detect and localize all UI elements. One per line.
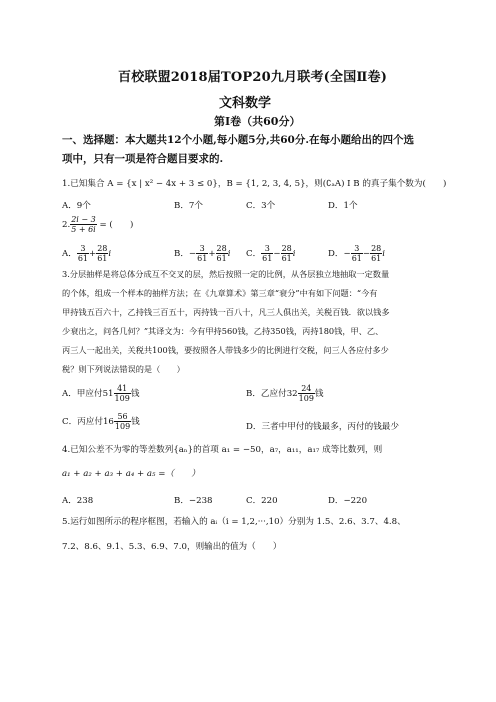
- q2-numerator: 2i − 3: [71, 215, 96, 224]
- q3-option-a-den: 109: [114, 394, 130, 403]
- q3-option-a-whole: 51: [102, 389, 114, 399]
- q3-option-c-fraction: [114, 412, 131, 431]
- q3-line-6: 税？则下列说法错误的是（ ）: [62, 364, 185, 374]
- q3-option-b-num: 24: [298, 384, 315, 394]
- q2-stem: [62, 215, 133, 234]
- q2-option-d-frac2: [370, 244, 382, 263]
- q2-option-c-frac2: [281, 244, 293, 263]
- q3-option-a-num: 41: [114, 384, 131, 394]
- q2-option-d-op: −: [362, 249, 371, 259]
- q2-option-b-op: +: [208, 249, 216, 259]
- q3-option-b-den: 109: [298, 394, 314, 403]
- q2-option-b-frac2: [216, 244, 228, 263]
- q3-line-1: 3.分层抽样是将总体分成互不交叉的层，然后按照一定的比例，从各层独立地抽取一定数量: [62, 269, 390, 279]
- q2-label: 2.: [62, 220, 71, 230]
- q3-option-b-prefix: B．乙应付: [246, 389, 287, 399]
- section-heading-line1: 一、选择题：本大题共12个小题,每小题5分,共60分.在每小题给出的四个选: [62, 134, 414, 146]
- q2-option-c-letter: C．: [246, 249, 262, 259]
- q3-option-b-whole: 32: [286, 389, 298, 399]
- q3-option-b-suffix: 钱: [314, 389, 324, 399]
- q3-option-b: [246, 384, 324, 403]
- q2-option-d-d2: 61: [371, 254, 382, 263]
- q4-option-a: A．238: [62, 496, 94, 506]
- q3-line-2: 的个体，组成一个样本的抽样方法；在《九章算术》第三章“衰分”中有如下问题：“今有: [62, 288, 378, 298]
- q2-option-c-d2: 61: [281, 254, 292, 263]
- q1-option-d: D．1个: [328, 201, 358, 211]
- section-heading-line2: 项中，只有一项是符合题目要求的.: [62, 153, 224, 165]
- q4-option-d: D．−220: [328, 496, 368, 506]
- part-heading: 第Ⅰ卷（共60分）: [214, 115, 301, 128]
- q2-option-d-n2: 28: [371, 244, 382, 253]
- q2-option-d-unit: i: [382, 249, 386, 259]
- q2-option-d-letter: D．: [328, 249, 344, 259]
- q3-option-c-den: 109: [114, 422, 131, 431]
- q2-option-c-frac1: [261, 244, 273, 263]
- q2-option-b-d1: 61: [197, 254, 208, 263]
- q2-option-d-n1: 3: [351, 244, 363, 254]
- q2-option-d-frac1: [351, 244, 363, 263]
- exam-subject: 文科数学: [219, 96, 272, 111]
- q2-option-b-d2: 61: [216, 254, 227, 263]
- q4-line-1: 4.已知公差不为零的等差数列{aₙ}的首项 a₁ = −50，a₇，a₁₁，a₁₇ 成等比数列，则: [62, 445, 383, 455]
- q3-option-a-suffix: 钱: [130, 389, 140, 399]
- q3-option-d: D．三者中甲付的钱最多，丙付的钱最少: [246, 422, 399, 432]
- q1-option-a: A．9个: [62, 201, 91, 211]
- q2-fraction: [70, 215, 97, 234]
- q3-option-a-prefix: A．甲应付: [62, 389, 103, 399]
- q2-option-c-d1: 61: [262, 254, 273, 263]
- q3-option-a: [62, 384, 139, 403]
- q3-option-c-prefix: C．丙应付: [62, 417, 103, 427]
- q2-option-c: [246, 244, 296, 263]
- q3-option-c: [62, 412, 140, 431]
- q2-option-a-n1: 3: [77, 244, 89, 254]
- q5-line-1: 5.运行如图所示的程序框图，若输入的 aᵢ（i = 1,2,···,10）分别为 1.5、2.6、3.7、4.8、: [62, 517, 406, 527]
- q2-option-a-letter: A．: [62, 249, 77, 259]
- q2-option-c-op: −: [273, 249, 281, 259]
- q3-line-5: 丙三人一起出关，关税共100钱，要按照各人带钱多少的比例进行交税，问三人各应付多少: [62, 345, 389, 355]
- q2-option-a-frac1: [77, 244, 89, 263]
- q4-line-2: a₁ + a₂ + a₃ + a₄ + a₅ =（ ）: [62, 469, 200, 479]
- q2-option-b-frac1: [196, 244, 208, 263]
- q3-option-a-fraction: [114, 384, 131, 403]
- q2-option-a-frac2: [96, 244, 108, 263]
- q2-option-d: [328, 244, 385, 263]
- q2-option-a: [62, 244, 111, 263]
- q2-option-a-d2: 61: [97, 254, 108, 263]
- q2-option-c-unit: i: [292, 249, 296, 259]
- q5-line-2: 7.2、8.6、9.1、5.3、6.9、7.0，则输出的值为（ ）: [62, 542, 282, 552]
- q1-option-b: B．7个: [174, 201, 203, 211]
- q3-line-4: 少衰出之，问各几何？”其译文为：今有甲持560钱，乙持350钱，丙持180钱，甲、乙、: [62, 326, 384, 336]
- q2-option-d-sign: −: [343, 249, 351, 259]
- q2-tail: = ( ): [99, 220, 134, 230]
- q3-line-3: 甲持钱五百六十，乙持钱三百五十，丙持钱一百八十，凡三人俱出关，关税百钱．欲以钱多: [62, 307, 390, 317]
- exam-title: 百校联盟2018届TOP20九月联考(全国Ⅱ卷): [118, 70, 388, 85]
- q2-denominator: 5 + 6i: [71, 225, 96, 234]
- q2-option-b-sign: −: [188, 249, 197, 259]
- q2-option-b-unit: i: [227, 249, 231, 259]
- q2-option-a-d1: 61: [77, 254, 88, 263]
- q4-option-b: B．−238: [174, 496, 213, 506]
- q2-option-b: [174, 244, 230, 263]
- q2-option-a-unit: i: [108, 249, 112, 259]
- q3-option-b-fraction: [298, 384, 315, 403]
- q2-option-b-letter: B．: [174, 249, 189, 259]
- q2-option-b-n1: 3: [196, 244, 208, 254]
- q2-option-b-n2: 28: [216, 244, 227, 253]
- q2-option-a-op: +: [89, 249, 97, 259]
- q2-option-c-n1: 3: [261, 244, 273, 254]
- q1-option-c: C．3个: [246, 201, 276, 211]
- q3-option-c-suffix: 钱: [131, 417, 140, 427]
- q1-stem: 1.已知集合 A = {x | x² − 4x + 3 ≤ 0}，B = {1, 2, 3, 4, 5}，则(∁ₐA) I B 的真子集个数为( ): [62, 179, 447, 189]
- q4-option-c: C．220: [246, 496, 278, 506]
- q2-option-d-d1: 61: [351, 254, 362, 263]
- q3-option-c-num: 56: [114, 412, 131, 422]
- q3-option-c-whole: 16: [102, 417, 114, 427]
- q2-option-c-n2: 28: [281, 244, 292, 253]
- q2-option-a-n2: 28: [97, 244, 108, 253]
